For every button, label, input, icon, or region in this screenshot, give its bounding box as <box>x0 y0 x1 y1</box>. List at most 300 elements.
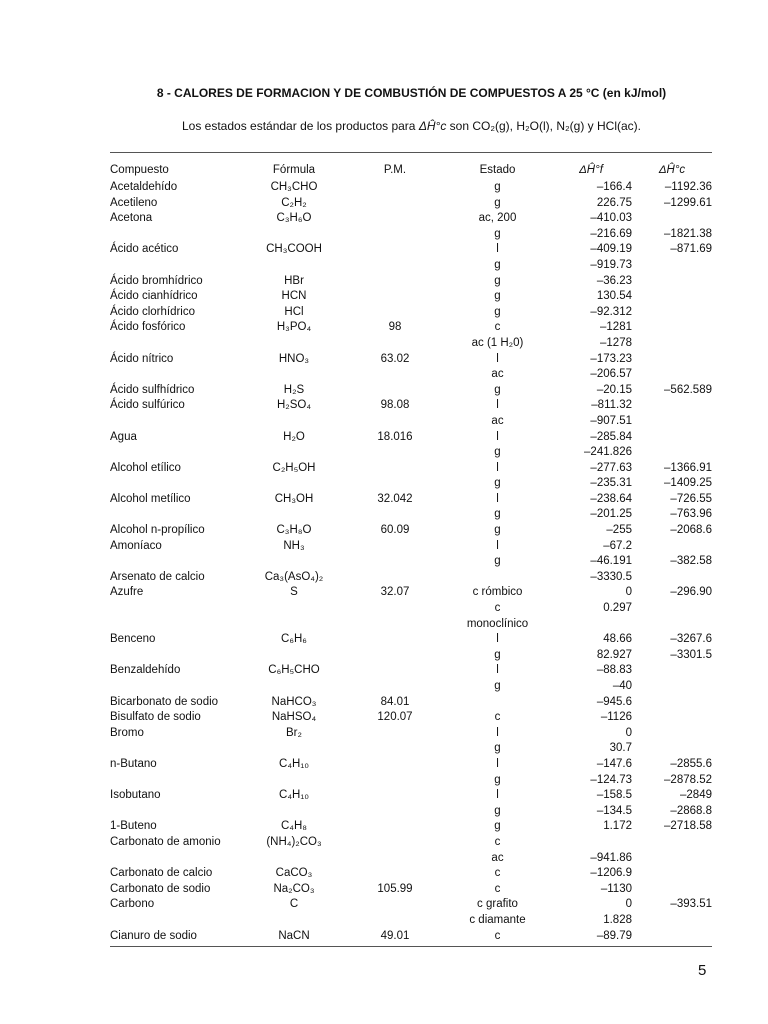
cell-estado: c <box>494 321 501 334</box>
cell-formula: S <box>290 586 298 599</box>
cell-pm <box>345 757 445 773</box>
cell-pm: 63.02 <box>380 352 410 365</box>
cell-heat-combustion <box>632 320 712 336</box>
cell-estado: g <box>494 680 501 692</box>
cell-formula <box>243 554 345 570</box>
cell-pm <box>345 835 445 851</box>
cell-pm <box>345 383 445 399</box>
cell-estado: l <box>496 461 499 474</box>
cell-heat-combustion <box>632 352 712 368</box>
cell-estado: l <box>496 243 499 256</box>
cell-heat-formation: –36.23 <box>596 274 632 287</box>
cell-compuesto: Isobutano <box>110 789 161 802</box>
cell-formula <box>243 648 345 664</box>
cell-heat-combustion <box>632 882 712 898</box>
cell-pm <box>345 866 445 882</box>
cell-formula <box>243 414 345 430</box>
cell-compuesto <box>110 617 243 633</box>
cell-pm <box>345 367 445 383</box>
cell-estado: c grafito <box>477 898 518 911</box>
cell-estado: ac <box>491 368 504 381</box>
table-row <box>110 211 712 227</box>
cell-heat-formation: –945.6 <box>596 695 632 708</box>
cell-heat-formation: –410.03 <box>590 212 632 225</box>
cell-estado: g <box>494 290 501 303</box>
cell-heat-formation: –1278 <box>600 336 632 349</box>
cell-heat-combustion: –3301.5 <box>670 648 712 661</box>
cell-heat-combustion: –2718.58 <box>664 820 712 833</box>
table-row <box>110 352 712 368</box>
cell-compuesto: n-Butano <box>110 757 157 770</box>
cell-compuesto: 1-Buteno <box>110 820 157 833</box>
cell-heat-formation: 0.297 <box>603 602 632 615</box>
table-row <box>110 258 712 274</box>
cell-estado: g <box>494 820 501 833</box>
cell-heat-combustion <box>632 398 712 414</box>
cell-estado: g <box>494 196 501 209</box>
table-row <box>110 570 712 586</box>
cell-pm: 98 <box>388 321 402 334</box>
cell-heat-combustion <box>632 913 712 929</box>
cell-heat-combustion <box>632 617 712 633</box>
cell-pm: 120.07 <box>377 711 413 724</box>
cell-estado: l <box>496 430 499 443</box>
table-body <box>110 180 712 944</box>
table-row <box>110 757 712 773</box>
cell-heat-combustion <box>632 274 712 290</box>
cell-heat-formation: –124.73 <box>590 773 632 786</box>
cell-estado: g <box>494 508 501 521</box>
cell-compuesto: Carbonato de calcio <box>110 867 213 880</box>
table-row <box>110 804 712 820</box>
cell-heat-formation: –235.31 <box>590 477 632 490</box>
cell-formula: CH₃OH <box>274 492 314 505</box>
cell-heat-formation: 1.828 <box>603 913 632 926</box>
cell-pm: 105.99 <box>377 882 413 895</box>
cell-heat-formation: –88.83 <box>596 664 632 677</box>
cell-formula: HBr <box>284 274 304 287</box>
cell-compuesto: Alcohol etílico <box>110 461 181 474</box>
table-row <box>110 507 712 523</box>
cell-heat-formation: 0 <box>625 586 632 599</box>
cell-heat-combustion <box>632 367 712 383</box>
cell-heat-formation: –201.25 <box>590 508 632 521</box>
cell-compuesto: Benceno <box>110 633 156 646</box>
cell-pm <box>345 897 445 913</box>
cell-heat-combustion <box>632 601 712 617</box>
cell-formula <box>243 445 345 461</box>
cell-pm <box>345 507 445 523</box>
cell-pm: 60.09 <box>380 524 410 537</box>
cell-heat-formation: –907.51 <box>590 414 632 427</box>
cell-heat-combustion: –2878.52 <box>664 773 712 786</box>
cell-compuesto: Ácido sulfhídrico <box>110 383 195 396</box>
cell-estado: c <box>494 882 501 895</box>
cell-pm <box>345 601 445 617</box>
cell-heat-formation: –1281 <box>600 321 632 334</box>
cell-heat-formation: –40 <box>612 680 632 692</box>
cell-pm <box>345 461 445 477</box>
cell-formula <box>243 679 345 695</box>
table-row <box>110 554 712 570</box>
table-title: 8 - CALORES DE FORMACION Y DE COMBUSTIÓN DE COMPUESTOS A 25 °C (en kJ/mol) <box>156 86 667 100</box>
cell-compuesto: Alcohol metílico <box>110 492 191 505</box>
cell-estado: g <box>494 804 501 817</box>
cell-compuesto <box>110 445 243 461</box>
table-row <box>110 726 712 742</box>
cell-heat-combustion: –726.55 <box>670 492 712 505</box>
table-row <box>110 585 712 601</box>
table-row <box>110 819 712 835</box>
cell-compuesto: Agua <box>110 430 137 443</box>
cell-formula: H₂SO₄ <box>276 399 312 412</box>
cell-formula: H₂O <box>283 430 305 443</box>
cell-heat-combustion: –1192.36 <box>664 181 712 193</box>
cell-compuesto: Carbono <box>110 898 155 911</box>
table-row <box>110 632 712 648</box>
cell-estado: monoclínico <box>466 617 529 630</box>
cell-pm <box>345 648 445 664</box>
cell-formula: HCN <box>281 290 307 303</box>
cell-estado: g <box>494 446 501 459</box>
table-row <box>110 523 712 539</box>
cell-pm <box>345 570 445 586</box>
cell-formula: C₆H₅CHO <box>268 664 320 677</box>
cell-formula: C₄H₁₀ <box>279 789 309 802</box>
cell-heat-formation: –134.5 <box>596 804 632 817</box>
cell-heat-combustion <box>632 851 712 867</box>
table-row <box>110 445 712 461</box>
cell-pm <box>345 663 445 679</box>
cell-heat-formation: 82.927 <box>596 648 632 661</box>
header-heat-combustion: ΔĤ°c <box>658 164 686 176</box>
cell-pm <box>345 242 445 258</box>
cell-estado: l <box>496 633 499 646</box>
cell-heat-combustion: –2855.6 <box>670 757 712 770</box>
cell-pm <box>345 336 445 352</box>
cell-pm <box>345 414 445 430</box>
cell-estado: c rómbico <box>472 586 523 599</box>
cell-estado: g <box>494 181 501 193</box>
cell-heat-formation: 0 <box>625 898 632 911</box>
table-row <box>110 663 712 679</box>
cell-heat-combustion <box>632 835 712 851</box>
cell-formula: C <box>289 898 299 911</box>
cell-formula: H₃PO₄ <box>276 321 312 334</box>
cell-heat-combustion <box>632 679 712 695</box>
table-row <box>110 695 712 711</box>
cell-estado: l <box>496 726 499 739</box>
cell-formula: Ca₃(AsO₄)₂ <box>264 570 324 583</box>
cell-heat-combustion <box>632 866 712 882</box>
cell-pm <box>345 913 445 929</box>
cell-formula: C₂H₅OH <box>272 461 316 474</box>
cell-compuesto <box>110 367 243 383</box>
top-rule <box>110 152 712 153</box>
cell-heat-formation: –238.64 <box>590 492 632 505</box>
cell-heat-combustion: –1821.38 <box>664 227 712 240</box>
subtitle-text: Los estados estándar de los productos para <box>181 119 416 133</box>
cell-heat-combustion: –1366.91 <box>664 461 712 474</box>
cell-compuesto <box>110 507 243 523</box>
cell-heat-formation: –1130 <box>600 882 632 895</box>
table-row <box>110 866 712 882</box>
cell-compuesto: Benzaldehído <box>110 664 181 677</box>
table-row <box>110 601 712 617</box>
cell-estado: g <box>494 555 501 568</box>
cell-pm <box>345 180 445 196</box>
table-row <box>110 741 712 757</box>
cell-compuesto <box>110 913 243 929</box>
cell-formula: HCl <box>284 305 304 318</box>
table-row <box>110 773 712 789</box>
cell-estado: c <box>494 835 501 848</box>
cell-formula: (NH₄)₂CO₃ <box>266 835 322 848</box>
cell-heat-formation: 0 <box>625 726 632 739</box>
cell-heat-combustion: –393.51 <box>670 898 712 911</box>
cell-heat-formation: –147.6 <box>596 757 632 770</box>
cell-estado: l <box>496 399 499 412</box>
cell-estado: g <box>494 383 501 396</box>
cell-pm <box>345 819 445 835</box>
cell-compuesto <box>110 741 243 757</box>
cell-formula: C₃H₈O <box>276 524 312 537</box>
cell-estado: ac (1 H₂0) <box>471 336 524 349</box>
cell-formula: C₄H₈ <box>280 820 308 833</box>
cell-heat-formation: –285.84 <box>590 430 632 443</box>
cell-pm <box>345 289 445 305</box>
table-row <box>110 398 712 414</box>
table-row <box>110 274 712 290</box>
table-row <box>110 897 712 913</box>
cell-heat-formation: –158.5 <box>596 789 632 802</box>
cell-formula <box>243 913 345 929</box>
cell-pm: 18.016 <box>377 430 413 443</box>
cell-compuesto: Bicarbonato de sodio <box>110 695 219 708</box>
cell-formula: HNO₃ <box>278 352 310 365</box>
header-heat-formation: ΔĤ°f <box>579 164 603 176</box>
cell-estado: g <box>494 477 501 490</box>
cell-heat-combustion: –2868.8 <box>670 804 712 817</box>
cell-formula <box>243 773 345 789</box>
cell-estado: ac <box>491 851 504 864</box>
cell-heat-formation: –241.826 <box>584 446 632 459</box>
cell-compuesto <box>110 804 243 820</box>
cell-compuesto: Ácido sulfúrico <box>110 399 185 412</box>
cell-heat-combustion <box>632 539 712 555</box>
cell-estado: g <box>494 305 501 318</box>
cell-heat-formation: 1.172 <box>603 820 632 833</box>
table-row <box>110 336 712 352</box>
header-estado: Estado <box>479 164 516 176</box>
cell-pm: 98.08 <box>380 399 410 412</box>
table-row <box>110 461 712 477</box>
cell-compuesto: Arsenato de calcio <box>110 570 205 583</box>
cell-formula <box>243 741 345 757</box>
cell-compuesto: Carbonato de amonio <box>110 835 221 848</box>
cell-pm: 32.07 <box>380 586 410 599</box>
cell-pm <box>345 196 445 212</box>
cell-pm <box>345 804 445 820</box>
cell-heat-formation: 130.54 <box>596 290 632 303</box>
cell-formula <box>243 367 345 383</box>
cell-compuesto <box>110 227 243 243</box>
cell-heat-combustion <box>632 570 712 586</box>
cell-compuesto <box>110 476 243 492</box>
cell-heat-combustion <box>632 929 712 945</box>
cell-heat-combustion <box>632 741 712 757</box>
cell-formula: CH₃CHO <box>270 181 318 193</box>
cell-heat-formation: –1126 <box>600 711 632 724</box>
cell-heat-combustion <box>632 726 712 742</box>
cell-compuesto <box>110 851 243 867</box>
cell-pm <box>345 773 445 789</box>
cell-compuesto: Ácido fosfórico <box>110 321 186 334</box>
cell-estado: c <box>494 867 501 880</box>
table-row <box>110 835 712 851</box>
cell-formula: Br₂ <box>286 726 302 739</box>
cell-pm: 49.01 <box>380 929 410 942</box>
cell-compuesto: Ácido cianhídrico <box>110 290 198 303</box>
cell-heat-combustion: –763.96 <box>670 508 712 521</box>
cell-formula: CaCO₃ <box>275 867 313 880</box>
cell-formula <box>243 507 345 523</box>
cell-estado: c <box>494 602 501 615</box>
table-row <box>110 289 712 305</box>
cell-formula: C₄H₁₀ <box>279 757 309 770</box>
cell-formula: NH₃ <box>283 539 305 552</box>
cell-estado: l <box>496 539 499 552</box>
table-subtitle <box>0 119 768 133</box>
cell-formula <box>243 804 345 820</box>
heats-table <box>110 154 712 944</box>
cell-compuesto <box>110 601 243 617</box>
cell-estado: c <box>494 711 501 724</box>
cell-heat-combustion <box>632 336 712 352</box>
cell-compuesto: Ácido acético <box>110 243 179 256</box>
cell-estado: ac <box>491 414 504 427</box>
cell-estado: g <box>494 742 501 755</box>
cell-heat-combustion <box>632 211 712 227</box>
cell-pm <box>345 617 445 633</box>
cell-estado: g <box>494 258 501 271</box>
cell-pm: 32.042 <box>377 492 413 505</box>
cell-pm <box>345 851 445 867</box>
cell-formula: CH₃COOH <box>266 243 322 256</box>
cell-formula: Na₂CO₃ <box>273 882 315 895</box>
cell-pm <box>345 274 445 290</box>
cell-compuesto <box>110 414 243 430</box>
table-row <box>110 414 712 430</box>
cell-heat-formation: 30.7 <box>609 742 632 755</box>
cell-heat-formation: –46.191 <box>590 555 632 568</box>
cell-formula: C₃H₆O <box>276 212 312 225</box>
table-row <box>110 320 712 336</box>
cell-pm <box>345 726 445 742</box>
cell-pm: 84.01 <box>380 695 410 708</box>
cell-pm <box>345 554 445 570</box>
cell-heat-combustion: –3267.6 <box>670 633 712 646</box>
cell-heat-combustion <box>632 710 712 726</box>
cell-heat-combustion: –2849 <box>680 789 712 802</box>
table-row <box>110 383 712 399</box>
cell-estado: g <box>494 773 501 786</box>
cell-heat-formation: 48.66 <box>603 633 632 646</box>
cell-compuesto: Ácido clorhídrico <box>110 305 196 318</box>
cell-formula: C₂H₂ <box>281 196 307 209</box>
cell-pm <box>345 476 445 492</box>
cell-pm <box>345 258 445 274</box>
header-pm: P.M. <box>383 164 407 176</box>
cell-heat-formation: –409.19 <box>590 243 632 256</box>
table-row <box>110 492 712 508</box>
delta-h-combustion-symbol: ΔĤ°c <box>418 119 447 133</box>
cell-estado: l <box>496 757 499 770</box>
cell-heat-formation: –67.2 <box>603 539 632 552</box>
cell-heat-combustion <box>632 414 712 430</box>
cell-heat-combustion <box>632 445 712 461</box>
table-row <box>110 196 712 212</box>
cell-compuesto: Bromo <box>110 726 144 739</box>
cell-heat-combustion: –1299.61 <box>664 196 712 209</box>
cell-pm <box>345 445 445 461</box>
table-row <box>110 305 712 321</box>
cell-heat-combustion <box>632 695 712 711</box>
cell-formula <box>243 476 345 492</box>
cell-heat-formation: 226.75 <box>596 196 632 209</box>
cell-formula <box>243 227 345 243</box>
cell-heat-combustion <box>632 663 712 679</box>
cell-compuesto <box>110 336 243 352</box>
cell-estado: l <box>496 789 499 802</box>
table-row <box>110 710 712 726</box>
cell-heat-formation: –919.73 <box>590 258 632 271</box>
cell-pm <box>345 305 445 321</box>
cell-compuesto: Acetaldehído <box>110 181 178 193</box>
cell-estado: c diamante <box>469 913 526 926</box>
cell-formula: NaHCO₃ <box>271 695 317 708</box>
cell-heat-combustion <box>632 258 712 274</box>
cell-formula: C₆H₆ <box>281 633 307 646</box>
cell-pm <box>345 632 445 648</box>
cell-formula <box>243 258 345 274</box>
cell-heat-formation: –255 <box>606 524 632 537</box>
cell-pm <box>345 539 445 555</box>
cell-estado: g <box>494 274 501 287</box>
table-row <box>110 617 712 633</box>
cell-heat-formation: –3330.5 <box>590 570 632 583</box>
cell-formula <box>243 851 345 867</box>
cell-heat-formation: –941.86 <box>590 851 632 864</box>
cell-heat-formation: –20.15 <box>596 383 632 396</box>
cell-pm <box>345 679 445 695</box>
header-compuesto: Compuesto <box>110 164 169 176</box>
cell-heat-formation <box>550 835 632 851</box>
cell-estado: g <box>494 227 501 240</box>
table-row <box>110 882 712 898</box>
cell-compuesto: Amoníaco <box>110 539 162 552</box>
cell-compuesto: Acetona <box>110 212 153 225</box>
cell-heat-formation: –206.57 <box>590 368 632 381</box>
cell-heat-formation: –216.69 <box>590 227 632 240</box>
header-formula: Fórmula <box>272 164 316 176</box>
cell-compuesto: Cianuro de sodio <box>110 929 197 942</box>
cell-heat-formation: –166.4 <box>596 181 632 193</box>
cell-estado: g <box>494 524 501 537</box>
cell-heat-formation: –89.79 <box>596 929 632 942</box>
table-row <box>110 929 712 945</box>
cell-pm <box>345 788 445 804</box>
